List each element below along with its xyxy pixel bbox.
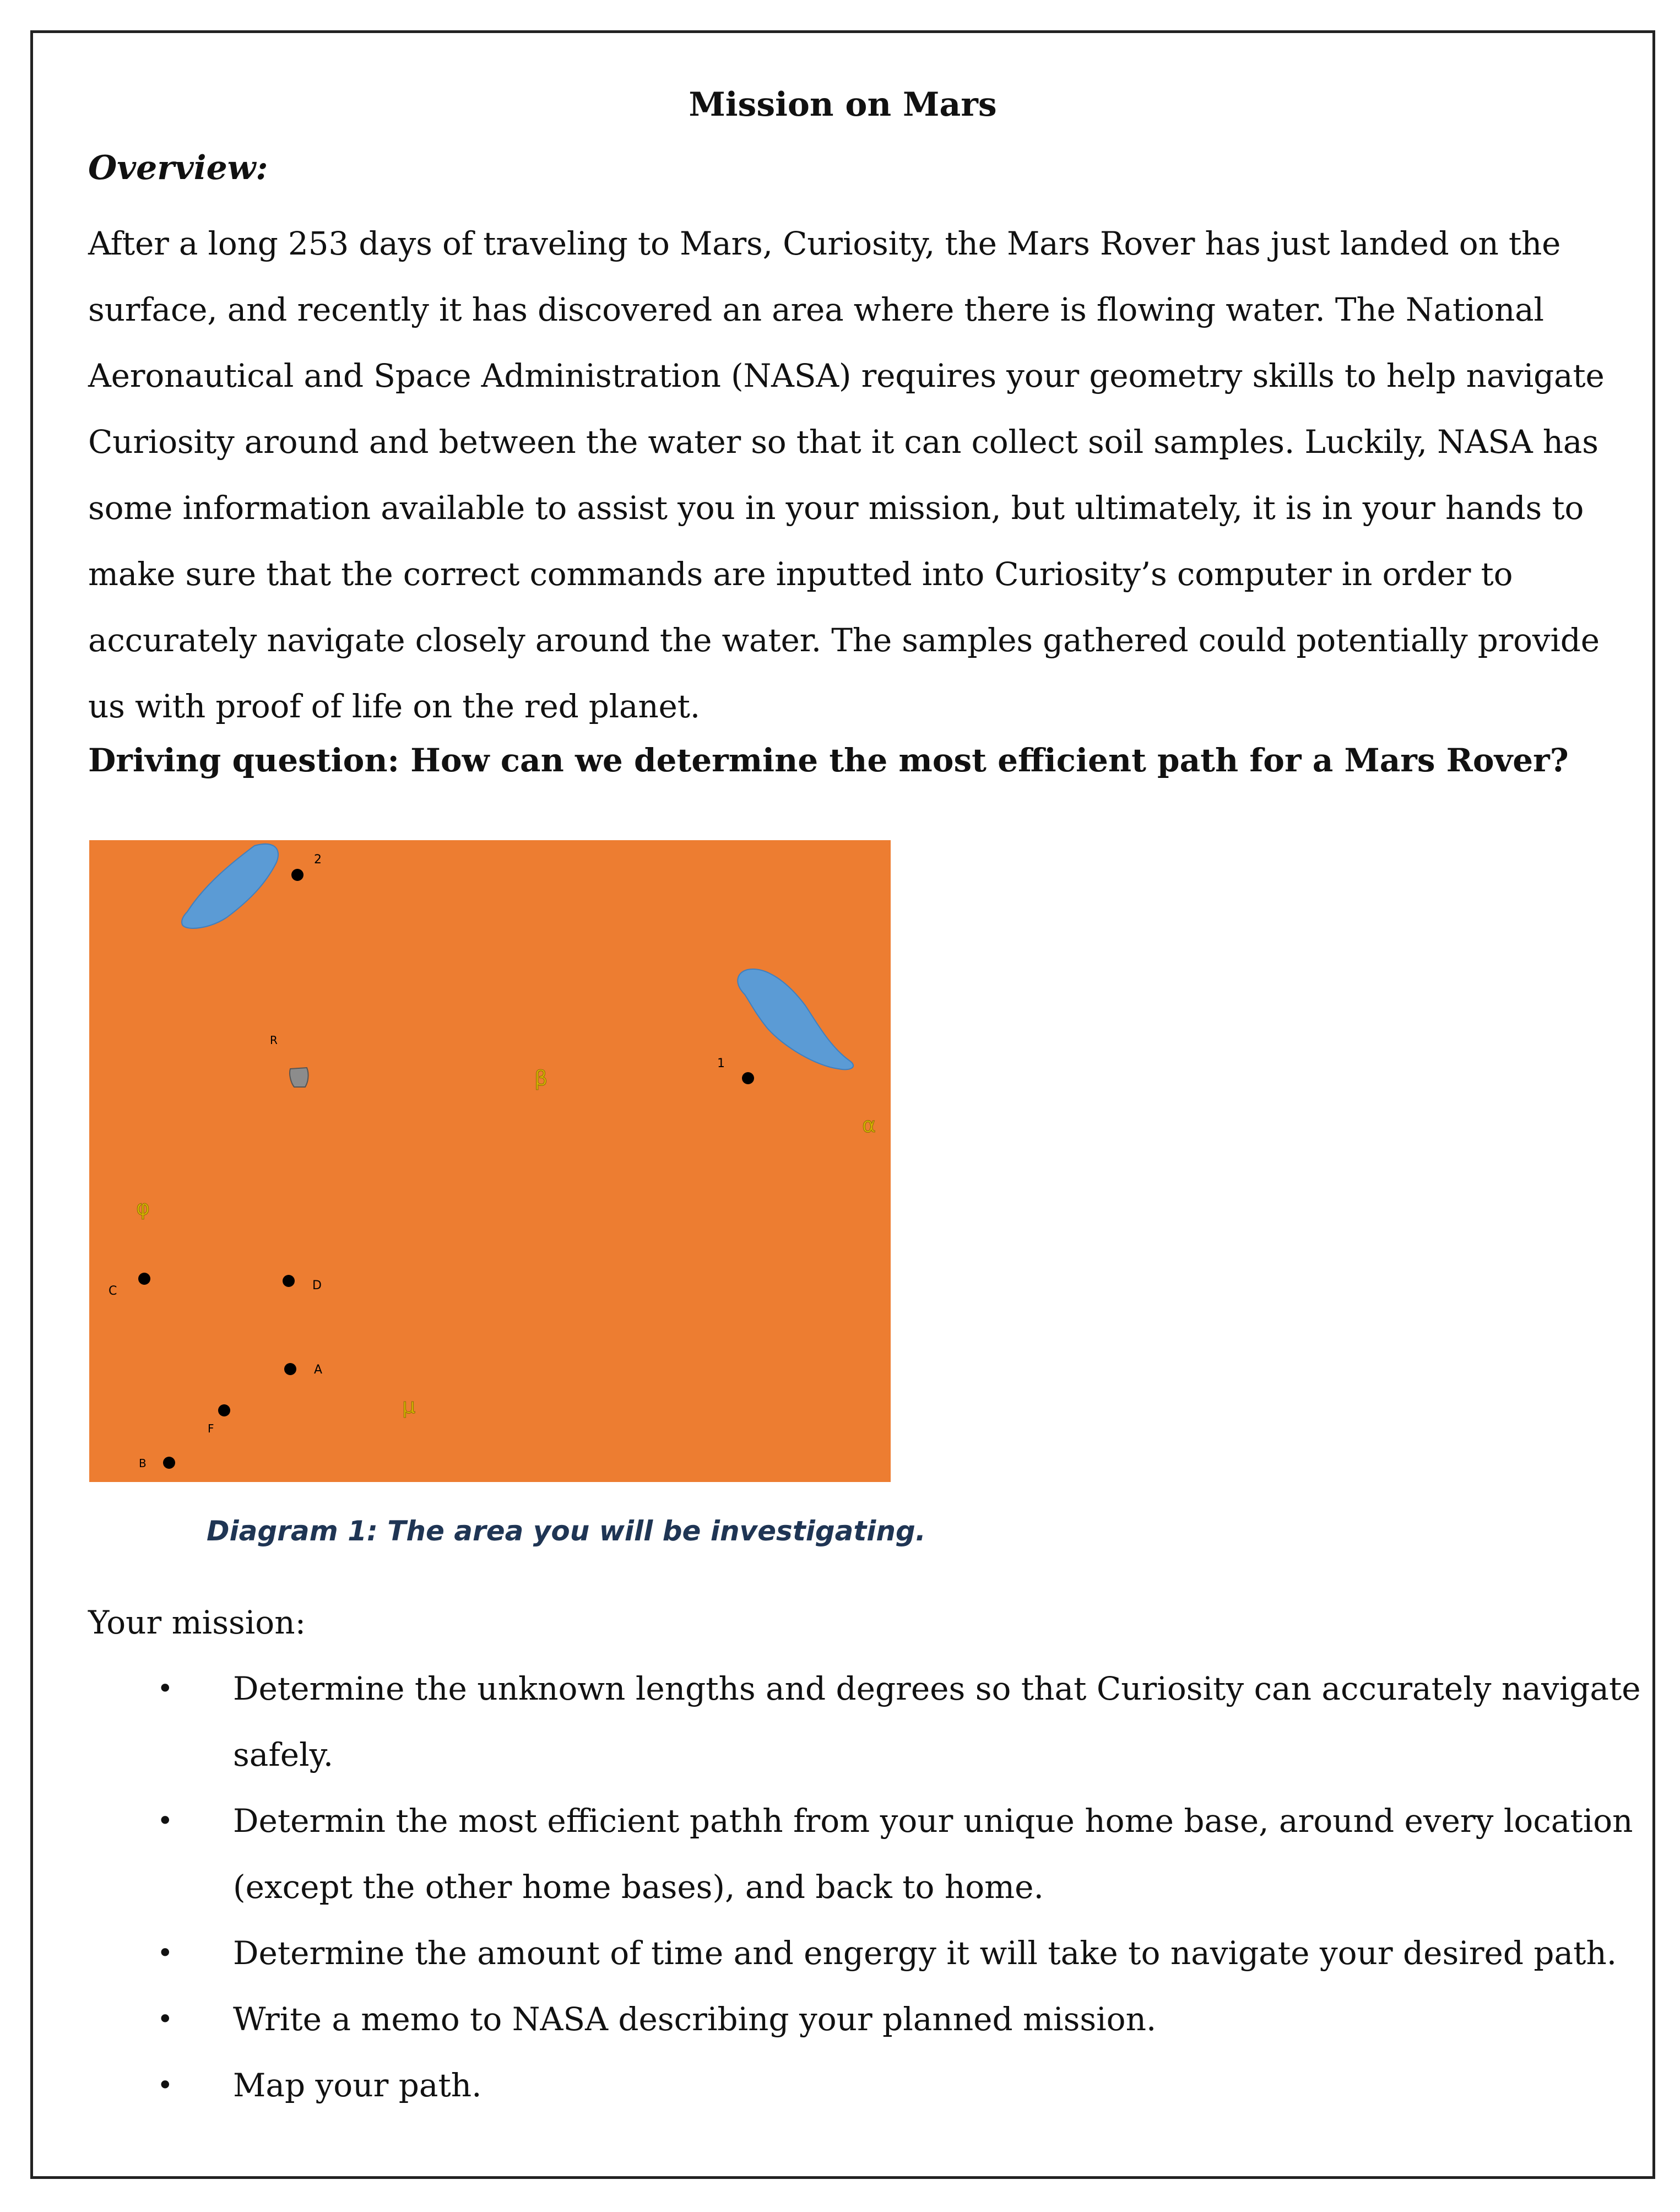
- point-a-label: A: [314, 1363, 323, 1377]
- rover-label: R: [270, 1034, 278, 1047]
- mission-item-text: Determine the unknown lengths and degrees so that Curiosity can accurately navigate safely.: [233, 1670, 1641, 1773]
- mission-item-text: Map your path.: [233, 2067, 482, 2104]
- mission-heading: Your mission:: [88, 1604, 306, 1641]
- mission-list: [88, 1656, 1641, 2118]
- mars-ground: [89, 840, 891, 1482]
- point-2-dot: [291, 869, 304, 881]
- bullet-icon: •: [157, 2069, 174, 2101]
- bullet-icon: •: [157, 2003, 174, 2035]
- overview-paragraph: After a long 253 days of traveling to Mars, Curiosity, the Mars Rover has just landed on the surface, and recently it has discovered an area where there is flowing water. The National Aeronautical and Space Administration (NASA) requires your geometry skills to help navigate Curiosity around and between the water so that it can collect soil samples. Luckily, NASA has some information available to assist you in your mission, but ultimately, it is in your hands to make sure that the correct commands are inputted into Curiosity’s computer in order to accurately navigate closely around the water. The samples gathered could potentially provide us with proof of life on the red planet.: [88, 225, 1605, 725]
- mission-item-text: Determin the most efficient pathh from your unique home base, around every location (except the other home bases), and back to home.: [233, 1802, 1633, 1906]
- point-f-label: F: [208, 1422, 214, 1435]
- mission-item-text: Write a memo to NASA describing your planned mission.: [233, 2000, 1157, 2038]
- point-b-label: B: [139, 1457, 147, 1470]
- driving-question: Driving question: How can we determine the most efficient path for a Mars Rover?: [88, 742, 1569, 779]
- bullet-icon: •: [157, 1805, 174, 1837]
- diagram-caption: Diagram 1: The area you will be investigating.: [207, 1515, 926, 1547]
- mars-area-diagram: [89, 840, 891, 1482]
- point-d-dot: [283, 1275, 295, 1287]
- point-c-label: C: [109, 1284, 117, 1298]
- bullet-icon: •: [157, 1937, 174, 1969]
- point-f-dot: [218, 1404, 230, 1416]
- alpha-label: α: [862, 1113, 876, 1137]
- point-d-label: D: [312, 1279, 322, 1292]
- phi-label: φ: [136, 1196, 150, 1220]
- beta-label: β: [534, 1066, 548, 1090]
- mission-item: [88, 1986, 1641, 2052]
- point-2-label: 2: [314, 853, 322, 867]
- mission-item-text: Determine the amount of time and engergy it will take to navigate your desired path.: [233, 1934, 1617, 1972]
- mission-item: [88, 1920, 1641, 1986]
- overview-label: Overview:: [88, 149, 268, 187]
- mission-item: [88, 1656, 1641, 1788]
- mu-label: μ: [402, 1394, 416, 1418]
- mission-item: [88, 2052, 1641, 2118]
- point-c-dot: [138, 1273, 150, 1285]
- point-b-dot: [163, 1457, 175, 1469]
- document-title: Mission on Mars: [689, 85, 997, 124]
- point-1-dot: [742, 1072, 754, 1084]
- point-1-label: 1: [717, 1057, 725, 1070]
- bullet-icon: •: [157, 1673, 174, 1705]
- point-a-dot: [284, 1363, 296, 1375]
- document-frame: [30, 30, 1655, 2179]
- mission-item: [88, 1788, 1641, 1920]
- rover-icon: [290, 1068, 308, 1087]
